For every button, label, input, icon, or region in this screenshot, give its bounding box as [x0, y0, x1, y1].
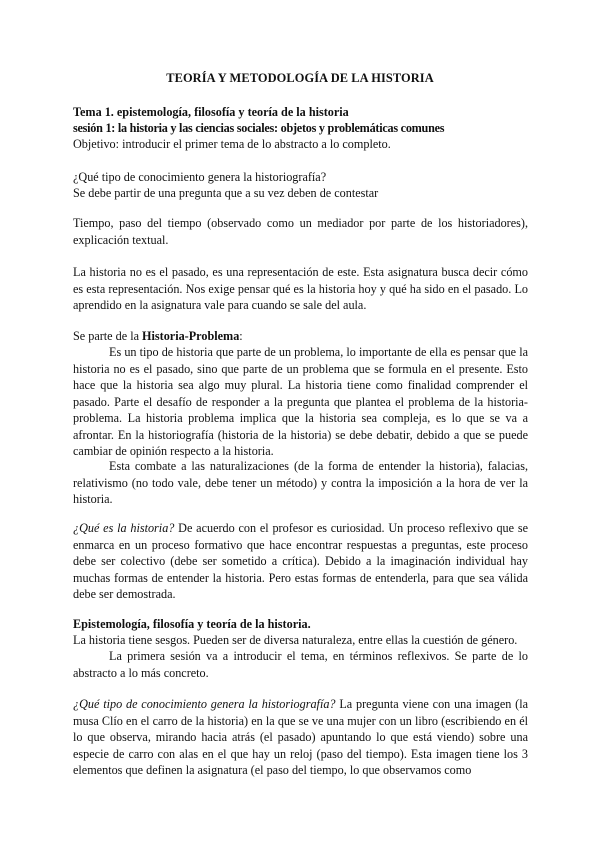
tiempo-paragraph: Tiempo, paso del tiempo (observado como un mediador por parte de los historiadores), explicación textual. [73, 216, 528, 247]
answer-pregunta: Se debe partir de una pregunta que a su vez deben de contestar [73, 186, 379, 200]
objetivo-line: Objetivo: introducir el primer tema de lo abstracto a lo completo. [73, 137, 391, 151]
tema-heading: Tema 1. epistemología, filosofía y teoría de la historia [73, 105, 349, 119]
historia-pasado-paragraph: La historia no es el pasado, es una representación de este. Esta asignatura busca decir cómo es esta representación. Nos exige pensar qué es la historia hoy y qué ha sido en el pasado. Lo aprendido en la asignatura vale para cuando se sale del aula. [73, 265, 528, 312]
clio-paragraph [73, 696, 528, 779]
clio-paragraph-wrapper [73, 696, 528, 828]
document-title: TEORÍA Y METODOLOGÍA DE LA HISTORIA [166, 71, 434, 85]
question-conocimiento: ¿Qué tipo de conocimiento genera la historiografía? [73, 170, 327, 184]
historia-problema-paragraph: Es un tipo de historia que parte de un problema, lo importante de ella es pensar que la historia no es el pasado, sino que parte de un problema que se formula en el presente. Esto hace que la historia sea algo muy plural. La historia tiene como finalidad comprender el pasado. Parte el desafío de responder a la pregunta que plantea el problema de la historia-problema. La historia problema implica que la historia sea compleja, es lo que se va a afrontar. En la historiografía (historia de la historia) se debe debatir, debido a que se puede cambiar de opinión respecto a la historia. [73, 345, 528, 458]
epistemologia-heading: Epistemología, filosofía y teoría de la historia. [73, 617, 311, 631]
que-es-historia-answer: De acuerdo con el profesor es curiosidad. Un proceso reflexivo que se enmarca en un proceso formativo que hace encontrar respuestas a preguntas, este proceso debe ser colectivo (debe ser sometido a crítica). Debido a la imaginación individual hay muchas formas de entender la historia. Pero estas formas de entenderla, para que sea válida debe ser demostrada. [73, 521, 528, 601]
clio-answer: La pregunta viene con una imagen (la musa Clío en el carro de la historia) en la que se ve una mujer con un libro (escribiendo en él lo que observa, mirando hacia atrás (el pasado) apuntando lo que está viendo) sobre una especie de carro con alas en el que hay un reloj (paso del tiempo). Esta imagen tiene los 3 elementos que definen la asignatura (el paso del tiempo, lo que observamos como [73, 697, 528, 777]
que-es-historia-paragraph [73, 520, 528, 603]
naturalizaciones-paragraph: Esta combate a las naturalizaciones (de la forma de entender la historia), falacias, relativismo (no todo vale, debe tener un método) y contra la imposición a la hora de ver la historia. [73, 459, 528, 506]
clio-question: ¿Qué tipo de conocimiento genera la historiografía? [73, 697, 336, 711]
sesgos-paragraph: La historia tiene sesgos. Pueden ser de diversa naturaleza, entre ellas la cuestión de género. [73, 633, 518, 647]
intro-prefix: Se parte de la [73, 329, 143, 343]
primera-sesion-paragraph: La primera sesión va a introducir el tema, en términos reflexivos. Se parte de lo abstracto a lo más concreto. [73, 649, 528, 680]
intro-suffix: : [239, 329, 243, 343]
historia-problema-term: Historia-Problema [142, 329, 240, 343]
sesion-heading: sesión 1: la historia y las ciencias sociales: objetos y problemáticas comunes [73, 121, 445, 135]
historia-problema-intro [73, 328, 528, 345]
que-es-historia-question: ¿Qué es la historia? [73, 521, 175, 535]
